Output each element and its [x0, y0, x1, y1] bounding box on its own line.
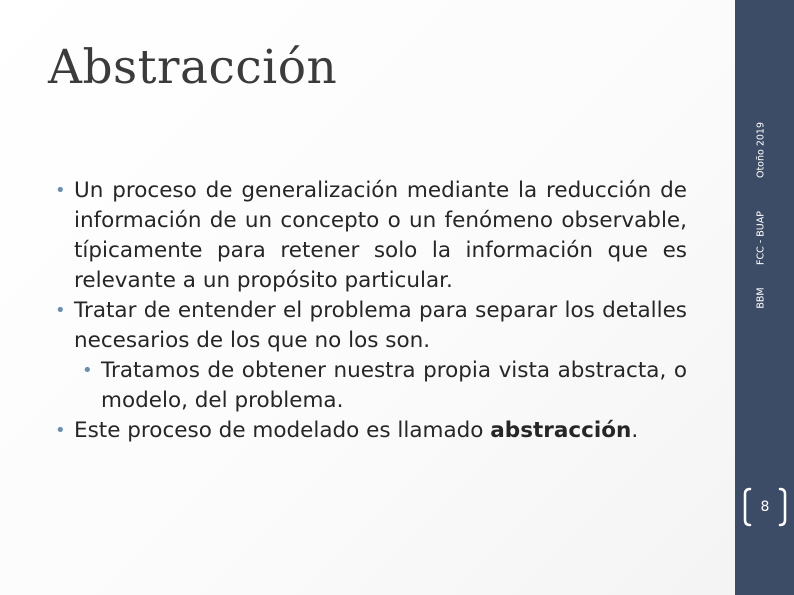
- bullet-2: [55, 296, 687, 356]
- bullet-1: [55, 176, 687, 296]
- slide-body: [55, 176, 687, 446]
- footer-org: FCC - BUAP: [755, 211, 767, 265]
- bullet-3-text: Este proceso de modelado es llamado: [74, 418, 491, 443]
- sub-bullet-1-text: Tratamos de obtener nuestra propia vista abstracta, o modelo, del problema.: [101, 358, 687, 413]
- page-number-box: [738, 487, 792, 527]
- bullet-2-text: Tratar de entender el problema para separar los detalles necesarios de los que no los son.: [74, 298, 687, 353]
- sub-bullet-1: [55, 356, 687, 416]
- bullet-3-suffix: .: [631, 418, 639, 443]
- bullet-3-bold-term: abstracción: [490, 418, 632, 443]
- footer-date: Otoño 2019: [755, 121, 767, 179]
- bullet-3: [55, 416, 687, 446]
- page-number: 8: [760, 499, 770, 515]
- slide-title: Abstracción: [48, 40, 338, 95]
- footer-author: BBM: [755, 287, 767, 309]
- bullet-1-text: Un proceso de generalización mediante la reducción de información de un concepto o un fenómeno observable, típicamente para retener solo la información que es relevante a un propósito particular.: [74, 178, 687, 293]
